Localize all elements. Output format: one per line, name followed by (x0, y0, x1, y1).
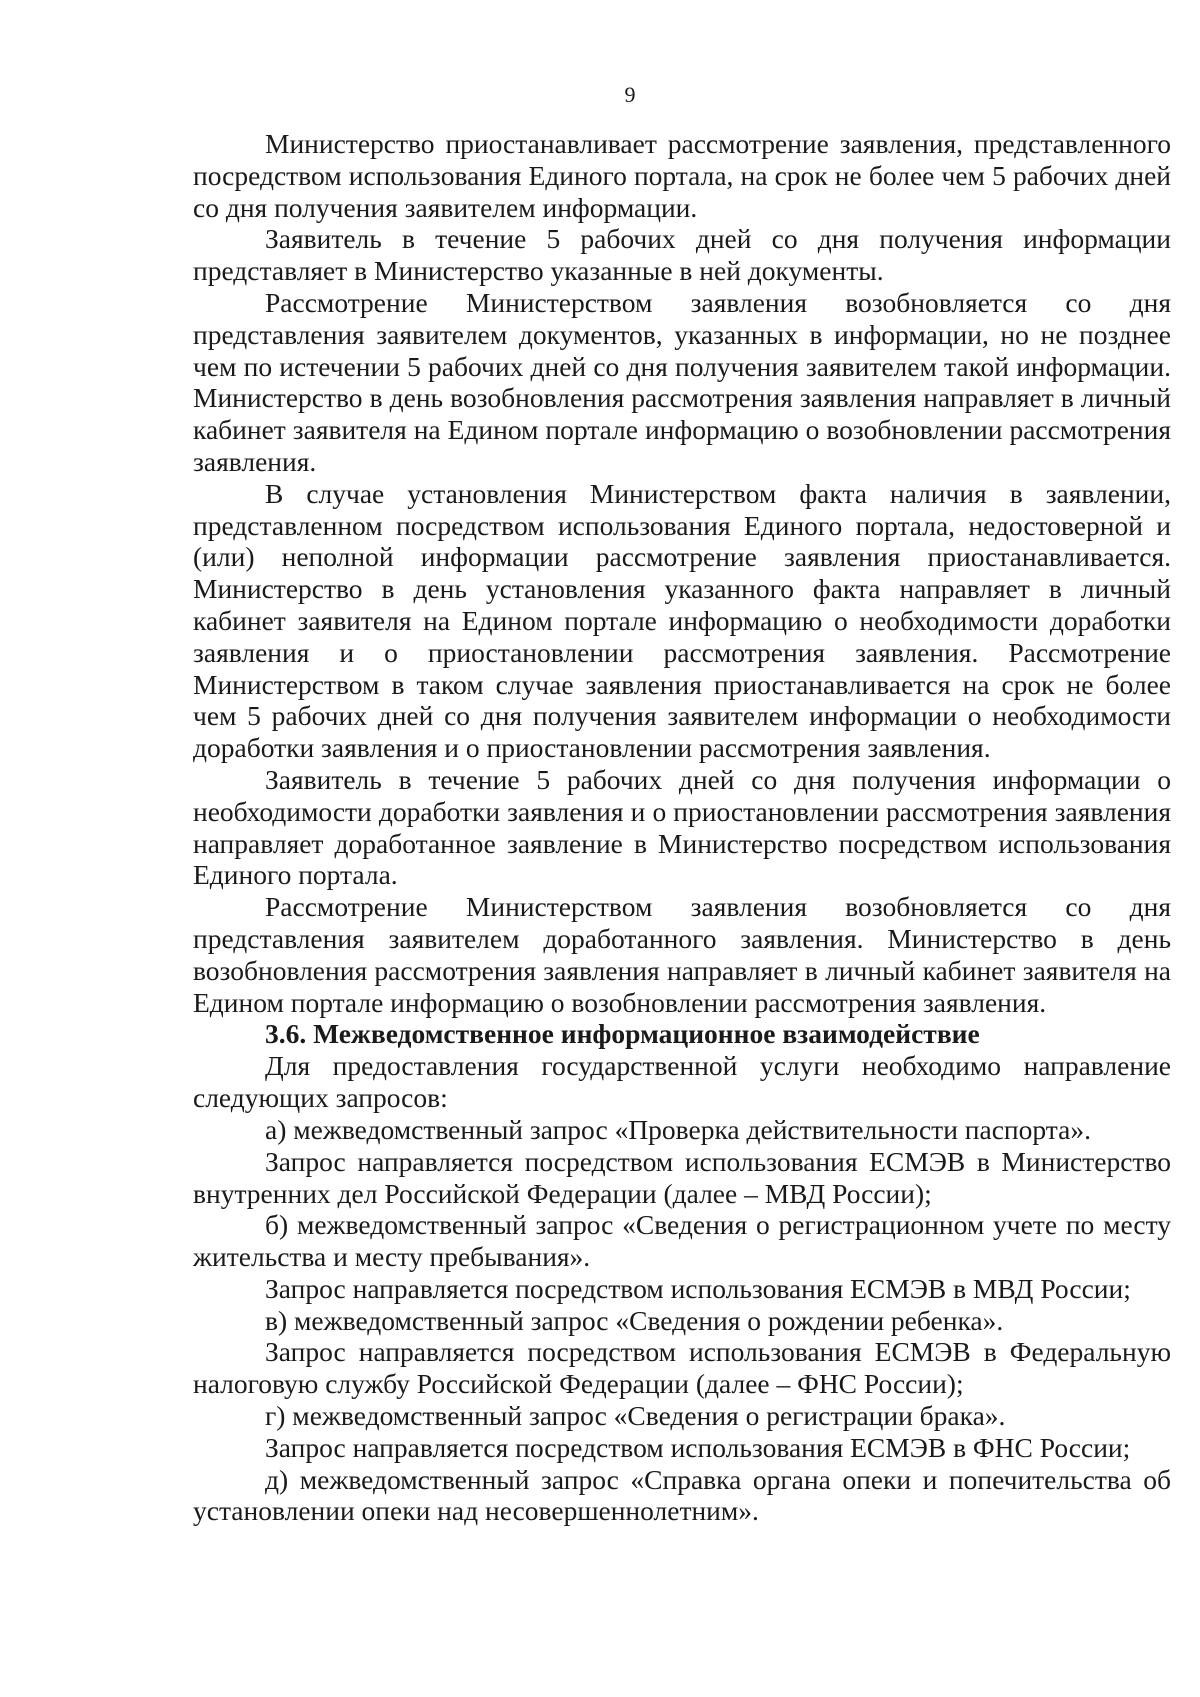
list-item: д) межведомственный запрос «Справка органа опеки и попечительства об установлении опеки над несовершеннолетним». (193, 1463, 1171, 1527)
paragraph: Запрос направляется посредством использования ЕСМЭВ в Федеральную налоговую службу Российской Федерации (далее – ФНС России); (193, 1336, 1171, 1400)
section-heading-title: Межведомственное информационное взаимодействие (313, 1018, 980, 1050)
paragraph: Рассмотрение Министерством заявления возобновляется со дня представления заявителем доработанного заявления. Министерство в день возобновления рассмотрения заявления направляет в личный кабинет заявителя на Едином портале информацию о возобновлении рассмотрения заявления. (193, 891, 1171, 1018)
section-heading (193, 1018, 1171, 1050)
paragraph: Запрос направляется посредством использования ЕСМЭВ в МВД России; (265, 1272, 1131, 1304)
section-heading-number: 3.6. (265, 1018, 307, 1050)
paragraph: Рассмотрение Министерством заявления возобновляется со дня представления заявителем документов, указанных в информации, но не позднее чем по истечении 5 рабочих дней со дня получения заявителем такой информации. Министерство в день возобновления рассмотрения заявления направляет в личный кабинет заявителя на Едином портале информацию о возобновлении рассмотрения заявления. (193, 286, 1171, 477)
paragraph: В случае установления Министерством факта наличия в заявлении, представленном посредством использования Единого портала, недостоверной и (или) неполной информации рассмотрение заявления приостанавливается. Министерство в день установления указанного факта направляет в личный кабинет заявителя на Едином портале информацию о необходимости доработки заявления и о приостановлении рассмотрения заявления. Рассмотрение Министерством в таком случае заявления приостанавливается на срок не более чем 5 рабочих дней со дня получения заявителем информации о необходимости доработки заявления и о приостановлении рассмотрения заявления. (193, 477, 1171, 764)
paragraph: Заявитель в течение 5 рабочих дней со дня получения информации о необходимости доработки заявления и о приостановлении рассмотрения заявления направляет доработанное заявление в Министерство посредством использования Единого портала. (193, 763, 1171, 891)
list-item: б) межведомственный запрос «Сведения о регистрационном учете по месту жительства и месту пребывания». (193, 1209, 1171, 1273)
paragraph: Для предоставления государственной услуги необходимо направление следующих запросов: (193, 1050, 1171, 1114)
page-number: 9 (624, 82, 636, 107)
list-item: а) межведомственный запрос «Проверка действительности паспорта». (265, 1113, 1091, 1145)
list-item: в) межведомственный запрос «Сведения о рождении ребенка». (265, 1304, 1004, 1336)
paragraph: Запрос направляется посредством использования ЕСМЭВ в ФНС России; (265, 1431, 1131, 1463)
paragraph: Заявитель в течение 5 рабочих дней со дня получения информации представляет в Министерство указанные в ней документы. (193, 223, 1171, 287)
document-body (193, 128, 1171, 1527)
paragraph: Министерство приостанавливает рассмотрение заявления, представленного посредством использования Единого портала, на срок не более чем 5 рабочих дней со дня получения заявителем информации. (193, 128, 1171, 223)
paragraph: Запрос направляется посредством использования ЕСМЭВ в Министерство внутренних дел Российской Федерации (далее – МВД России); (193, 1145, 1171, 1209)
list-item: г) межведомственный запрос «Сведения о регистрации брака». (265, 1400, 1006, 1432)
